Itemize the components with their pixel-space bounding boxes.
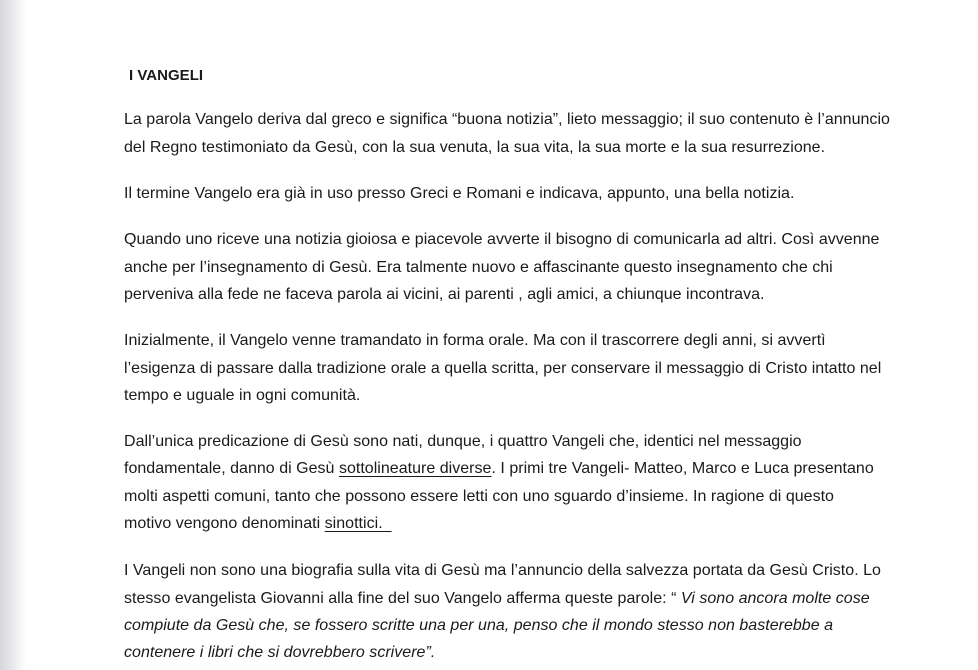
document-title: I VANGELI <box>129 67 204 84</box>
quote-italic-start: Vi sono ancora molte cose <box>680 590 870 607</box>
paragraph-5-line-3: molti aspetti comuni, tanto che possono essere letti con uno sguardo d’insieme. In ragione di questo <box>124 488 834 505</box>
paragraph-6-line-3: compiute da Gesù che, se fossero scritte una per una, penso che il mondo stesso non basterebbe a <box>124 617 834 634</box>
paragraph-5-line-4 <box>124 514 392 534</box>
document-page <box>26 0 978 670</box>
underlined-phrase-sottolineature: sottolineature diverse <box>338 460 492 477</box>
paragraph-2-line-1: Il termine Vangelo era già in uso presso Greci e Romani e indicava, appunto, una bella notizia. <box>124 185 795 202</box>
paragraph-1-line-1: La parola Vangelo deriva dal greco e significa “buona notizia”, lieto messaggio; il suo contenuto è l’annuncio <box>124 111 890 128</box>
page-edge-shadow <box>0 0 26 670</box>
paragraph-4-line-3: tempo e uguale in ogni comunità. <box>124 387 361 404</box>
paragraph-3-line-2: anche per l’insegnamento di Gesù. Era talmente nuovo e affascinante questo insegnamento che chi <box>124 259 833 276</box>
underlined-word-sinottici: sinottici. <box>324 515 392 532</box>
paragraph-1-line-2: del Regno testimoniato da Gesù, con la sua venuta, la sua vita, la sua morte e la sua resurrezione. <box>124 139 826 156</box>
paragraph-5-line-1: Dall’unica predicazione di Gesù sono nati, dunque, i quattro Vangeli che, identici nel messaggio <box>124 433 802 450</box>
paragraph-3-line-3: perveniva alla fede ne faceva parola ai vicini, ai parenti , agli amici, a chiunque incontrava. <box>124 286 765 303</box>
paragraph-5-line-2-start: fondamentale, danno di Gesù <box>124 460 339 477</box>
paragraph-6-line-2-start: stesso evangelista Giovanni alla fine del suo Vangelo afferma queste parole: “ <box>124 590 681 607</box>
paragraph-6-line-1: I Vangeli non sono una biografia sulla vita di Gesù ma l’annuncio della salvezza portata da Gesù Cristo. Lo <box>124 562 881 579</box>
paragraph-5-line-2-end: . I primi tre Vangeli- Matteo, Marco e Luca presentano <box>491 460 874 477</box>
paragraph-5-line-4-start: motivo vengono denominati <box>124 515 325 532</box>
paragraph-4-line-2: l’esigenza di passare dalla tradizione orale a quella scritta, per conservare il messaggio di Cristo intatto nel <box>124 360 882 377</box>
paragraph-6-line-2 <box>124 589 870 609</box>
paragraph-5-line-2 <box>124 459 874 479</box>
paragraph-6-line-4: contenere i libri che si dovrebbero scrivere”. <box>124 644 436 661</box>
paragraph-3-line-1: Quando uno riceve una notizia gioiosa e piacevole avverte il bisogno di comunicarla ad altri. Così avvenne <box>124 231 880 248</box>
paragraph-4-line-1: Inizialmente, il Vangelo venne tramandato in forma orale. Ma con il trascorrere degli anni, si avvertì <box>124 332 826 349</box>
